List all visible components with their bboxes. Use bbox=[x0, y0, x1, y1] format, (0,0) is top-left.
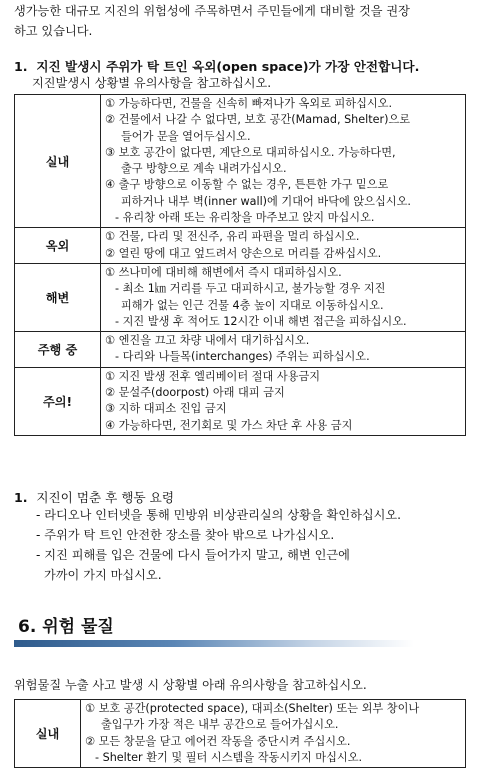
row-items bbox=[101, 95, 466, 228]
intro-line-1: 생가능한 대규모 지진의 위험성에 주목하면서 주민들에게 대비할 것을 권장 bbox=[14, 4, 410, 18]
heading-text: 지진 발생시 주위가 탁 트인 옥외(open space)가 가장 안전합니다. bbox=[36, 59, 420, 74]
row-category: 실내 bbox=[15, 700, 81, 768]
sub-item: - 지진 발생 후 적어도 12시간 이내 해변 접근을 피하십시오. bbox=[115, 314, 407, 328]
sub-item: - 유리창 아래 또는 유리창을 마주보고 앉지 마십시오. bbox=[115, 211, 375, 225]
table-row bbox=[15, 95, 466, 228]
row-items bbox=[101, 367, 466, 435]
list-item: ② 건물에서 나갈 수 없다면, 보호 공간(Mamad, Shelter)으로 bbox=[105, 113, 411, 127]
list-item: ① 쓰나미에 대비해 해변에서 즉시 대피하십시오. bbox=[105, 265, 342, 279]
list-item: 피해가 없는 인근 건물 4층 높이 지대로 이동하십시오. bbox=[121, 298, 384, 312]
row-items bbox=[101, 332, 466, 368]
heading-earthquake-safety bbox=[14, 56, 419, 75]
row-items bbox=[81, 700, 466, 768]
list-item: ① 건물, 다리 및 전신주, 유리 파편을 멀리 하십시오. bbox=[105, 230, 360, 244]
list-item: ④ 가능하다면, 전기회로 및 가스 차단 후 사용 금지 bbox=[105, 418, 353, 432]
list-item: ③ 지하 대피소 진입 금지 bbox=[105, 402, 227, 416]
list-item: ② 모든 창문을 닫고 에어컨 작동을 중단시켜 주십시오. bbox=[85, 734, 351, 748]
after-item: - 주위가 탁 트인 안전한 장소를 찾아 밖으로 나가십시오. bbox=[36, 528, 335, 542]
after-item: - 지진 피해를 입은 건물에 다시 들어가지 말고, 해변 인근에 bbox=[36, 548, 350, 562]
heading-after-quake bbox=[14, 487, 174, 506]
heading-number: 1. bbox=[14, 59, 28, 74]
section-intro: 위험물질 누출 사고 발생 시 상황별 아래 유의사항을 참고하십시오. bbox=[14, 678, 367, 692]
section-title: 6. 위험 물질 bbox=[18, 617, 114, 637]
after-item: 가까이 가지 마십시오. bbox=[44, 568, 162, 582]
heading-text: 지진이 멈춘 후 행동 요령 bbox=[36, 490, 175, 505]
after-item: - 라디오나 인터넷을 통해 민방위 비상관리실의 상황을 확인하십시오. bbox=[36, 508, 402, 522]
heading-subtext: 지진발생시 상황별 유의사항을 참고하십시오. bbox=[32, 76, 272, 90]
row-category: 실내 bbox=[15, 95, 101, 228]
list-item: 피하거나 내부 벽(inner wall)에 기대어 바닥에 앉으십시오. bbox=[121, 194, 411, 208]
list-item: ③ 보호 공간이 없다면, 계단으로 대피하십시오. 가능하다면, bbox=[105, 145, 396, 159]
list-item: ① 가능하다면, 건물을 신속히 빠져나가 옥외로 피하십시오. bbox=[105, 97, 393, 110]
sub-item: - 최소 1㎞ 거리를 두고 대피하시고, 불가능할 경우 지진 bbox=[115, 282, 386, 296]
row-items bbox=[101, 228, 466, 264]
table-row bbox=[15, 367, 466, 435]
row-category: 주의! bbox=[15, 367, 101, 435]
list-item: ① 엔진을 끄고 차량 내에서 대기하십시오. bbox=[105, 334, 310, 348]
earthquake-situation-table bbox=[14, 94, 466, 436]
hazmat-situation-table bbox=[14, 699, 466, 768]
list-item: ② 문설주(doorpost) 아래 대피 금지 bbox=[105, 386, 285, 400]
row-items bbox=[101, 263, 466, 331]
list-item: 출입구가 가장 적은 내부 공간으로 들어가십시오. bbox=[101, 718, 339, 732]
sub-item: - Shelter 환기 및 필터 시스템을 작동시키지 마십시오. bbox=[95, 750, 363, 764]
table-row bbox=[15, 228, 466, 264]
table-row bbox=[15, 332, 466, 368]
table-row bbox=[15, 263, 466, 331]
list-item: ① 지진 발생 전후 엘리베이터 절대 사용금지 bbox=[105, 369, 321, 383]
heading-number: 1. bbox=[14, 490, 28, 505]
section-divider bbox=[14, 640, 414, 647]
sub-item: - 다리와 나들목(interchanges) 주위는 피하십시오. bbox=[115, 350, 370, 364]
intro-line-2: 하고 있습니다. bbox=[14, 24, 93, 38]
row-category: 주행 중 bbox=[15, 332, 101, 368]
list-item: ② 열린 땅에 대고 엎드려서 양손으로 머리를 감싸십시오. bbox=[105, 246, 382, 260]
list-item: ④ 출구 방향으로 이동할 수 없는 경우, 튼튼한 가구 밑으로 bbox=[105, 178, 389, 192]
list-item: ① 보호 공간(protected space), 대피소(Shelter) 또는 외부 창이나 bbox=[85, 702, 420, 715]
row-category: 해변 bbox=[15, 263, 101, 331]
list-item: 들어가 문을 열어두십시오. bbox=[121, 129, 251, 143]
table-row bbox=[15, 700, 466, 768]
row-category: 옥외 bbox=[15, 228, 101, 264]
list-item: 출구 방향으로 계속 내려가십시오. bbox=[121, 162, 287, 176]
